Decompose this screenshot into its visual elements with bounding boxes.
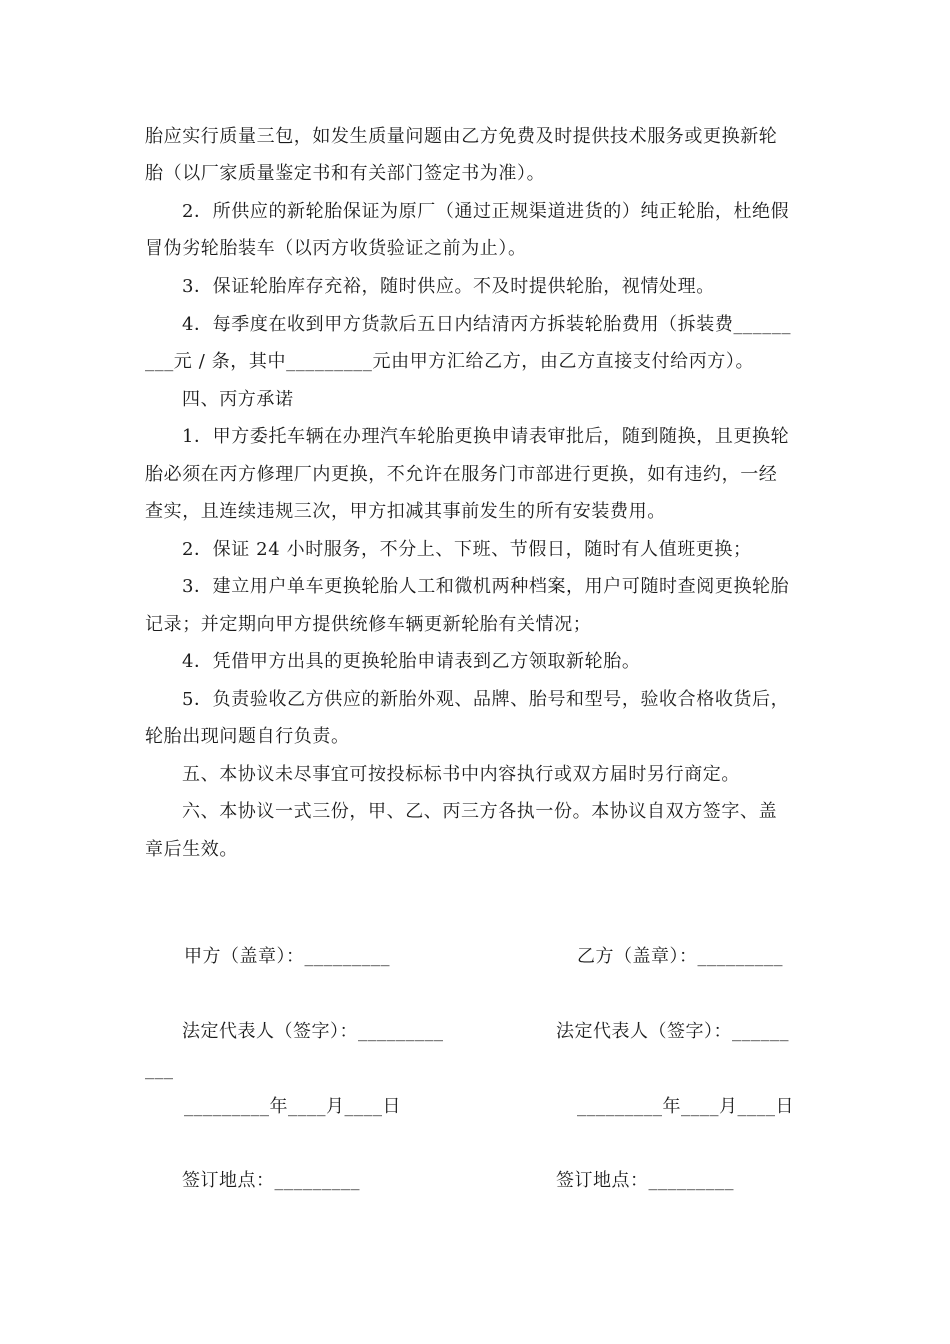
paragraph-line: 胎（以厂家质量鉴定书和有关部门签定书为准）。 [145,163,546,184]
paragraph-line: 4．凭借甲方出具的更换轮胎申请表到乙方领取新轮胎。 [182,651,641,672]
party-a-seal-field: 甲方（盖章）：_________ [184,946,390,967]
party-b-date-field: _________年____月____日 [577,1096,794,1117]
paragraph-line: 章后生效。 [145,839,238,860]
paragraph-line: 2．所供应的新轮胎保证为原厂（通过正规渠道进货的）纯正轮胎，杜绝假 [182,201,790,222]
paragraph-line: 2．保证 24 小时服务，不分上、下班、节假日，随时有人值班更换； [182,539,752,560]
paragraph-line: 轮胎出现问题自行负责。 [145,726,350,747]
section-heading: 六、本协议一式三份，甲、乙、丙三方各执一份。本协议自双方签字、盖 [182,801,778,822]
party-a-signing-place-field: 签订地点：_________ [182,1170,360,1191]
paragraph-line: 胎必须在丙方修理厂内更换，不允许在服务门市部进行更换，如有违约，一经 [145,464,778,485]
paragraph-line: 5．负责验收乙方供应的新胎外观、品牌、胎号和型号，验收合格收货后， [182,689,790,710]
party-b-seal-field: 乙方（盖章）：_________ [577,946,783,967]
paragraph-line: 3．建立用户单车更换轮胎人工和微机两种档案，用户可随时查阅更换轮胎 [182,576,790,597]
paragraph-line: 3．保证轮胎库存充裕，随时供应。不及时提供轮胎，视情处理。 [182,276,715,297]
party-b-representative-field: 法定代表人（签字）：______ [556,1021,789,1042]
paragraph-line: 查实，且连续违规三次，甲方扣减其事前发生的所有安装费用。 [145,501,666,522]
party-a-date-field: _________年____月____日 [184,1096,401,1117]
party-b-representative-wrap: ___ [145,1059,174,1080]
party-a-representative-field: 法定代表人（签字）：_________ [182,1021,444,1042]
section-heading: 四、丙方承诺 [182,389,294,410]
party-b-signing-place-field: 签订地点：_________ [556,1170,734,1191]
paragraph-line: 4．每季度在收到甲方货款后五日内结清丙方拆装轮胎费用（拆装费______ [182,314,792,335]
paragraph-line: 胎应实行质量三包，如发生质量问题由乙方免费及时提供技术服务或更换新轮 [145,126,778,147]
paragraph-line: ___元 / 条，其中_________元由甲方汇给乙方，由乙方直接支付给丙方）。 [145,351,755,372]
paragraph-line: 记录；并定期向甲方提供统修车辆更新轮胎有关情况； [145,614,592,635]
paragraph-line: 冒伪劣轮胎装车（以丙方收货验证之前为止）。 [145,238,527,259]
section-heading: 五、本协议未尽事宜可按投标标书中内容执行或双方届时另行商定。 [182,764,740,785]
paragraph-line: 1．甲方委托车辆在办理汽车轮胎更换申请表审批后，随到随换，且更换轮 [182,426,790,447]
